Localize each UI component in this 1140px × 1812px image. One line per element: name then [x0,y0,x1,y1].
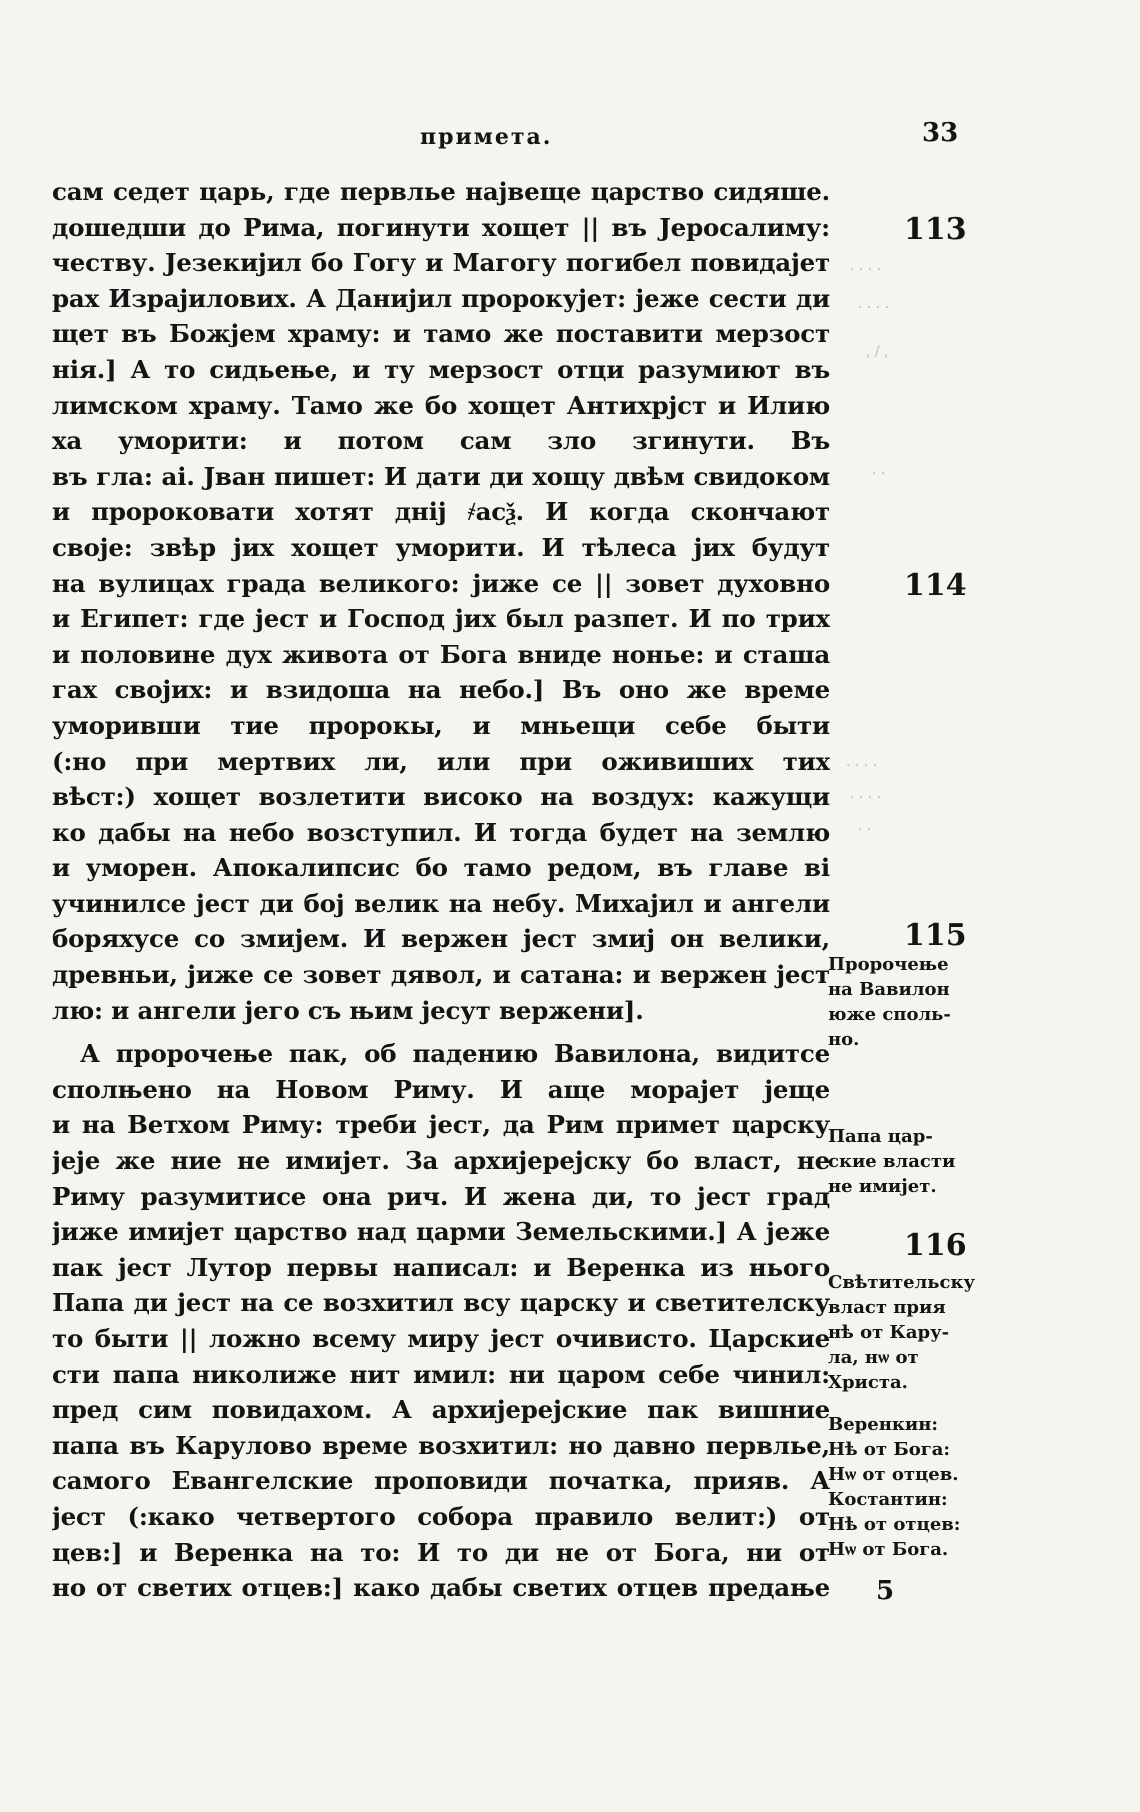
text-line: самого Евангелские проповиди початка, прияв. А [52,1466,830,1496]
section-number-116: 116 [904,1228,967,1263]
sidenote-line: Папа цар- [828,1126,933,1147]
page-number: 33 [922,118,959,148]
section-number-114: 114 [904,568,967,603]
sidenote-line: Нѣ от Бога: [828,1439,951,1460]
sidenote-line: Веренкин: [828,1414,939,1435]
ink-bleed-mark: · · [858,822,872,838]
section-number-115: 115 [904,918,967,953]
sidenote-line: Нѣ от отцев: [828,1514,961,1535]
ink-bleed-mark: · · · · [858,300,890,316]
main-text-column [52,174,830,1606]
sidenote-line: Нѡ от отцев. [828,1464,959,1485]
text-line: дошедши до Рима, погинути хощет || въ Јеросалиму: [52,212,830,242]
sidenote-line: но. [828,1029,860,1050]
text-line: учинилсе јест ди бој велик на небу. Михаjил и ангели [52,888,830,918]
text-line: папа въ Карулово време возхитил: но давно первлье, [52,1430,830,1460]
sidenote-line: Нѡ от Бога. [828,1539,949,1560]
text-line: и уморен. Апокалипсис бо тамо редом, въ главе ві [52,853,830,883]
text-line: то быти || ложно всему миру јест очивисто. Царские [52,1324,830,1353]
text-line: и половине дух живота от Бога вниде нонье: и сташа [52,639,830,669]
text-line: сам седет царь, где первлье највеще царство сидяше. [52,177,830,206]
text-line: и на Ветхом Риму: треби јест, да Рим примет царску [52,1110,830,1140]
text-line: цев:] и Веренка на то: И то ди не от Бога, ни от [52,1537,830,1567]
ink-bleed-mark: · · · · [846,758,878,774]
text-line: но от светих отцев:] како дабы светих отцев предање [52,1573,830,1603]
text-line: своје: звѣр јих хощет уморити. И тѣлеса јих будут [52,532,830,562]
signature-mark: 5 [876,1576,895,1606]
text-line: на вулицах града великого: јиже се || зовет духовно [52,568,830,598]
text-line: уморивши тие пророкы, и мньещи себе быти [52,710,830,740]
paragraph-start-line: А пророчење пак, об падению Вавилона, видитсе [80,1039,830,1069]
text-line: јеје же ние не имијет. За архијерејску бо власт, не [52,1146,830,1176]
text-line: Папа ди јест на се возхитил всу царску и светителску [52,1288,830,1318]
text-line: јест (:како четвертого собора правило велит:) от [52,1501,830,1531]
ink-bleed-mark: · · [872,466,886,482]
ink-bleed-mark: · · · · [850,262,882,278]
text-line: вѣст:) хощет возлетити високо на воздух: кажущи [52,782,830,812]
text-line: (:но при мертвих ли, или при оживиших тих [52,746,830,776]
running-header: примета. [420,124,553,150]
text-line: сполњено на Новом Риму. И аще морајет јеще [52,1074,830,1104]
text-line: лю: и ангели јего съ њим јесут вержени]. [52,995,644,1025]
text-line: ко дабы на небо возступил. И тогда будет на землю [52,817,830,847]
sidenote-line: Свѣтительску [828,1272,975,1293]
text-line: гах својих: и взидоша на небо.] Въ оно же време [52,675,830,705]
sidenote-pope-powers [828,1124,956,1199]
text-line: честву. Језекијил бо Гогу и Магогу погибел повидајет [52,248,830,278]
text-line: и пророковати хотят днij ҂асѯ. И когда скончают [52,497,830,527]
sidenote-line: не имијет. [828,1176,937,1197]
text-line: въ гла: аі. Јван пишет: И дати ди хощу двѣм свидоком [52,461,830,491]
text-line: сти папа николиже нит имил: ни царом себе чинил: [52,1359,830,1389]
text-line: пак јест Лутор первы написал: и Веренка из нього [52,1252,830,1282]
sidenote-line: Христа. [828,1372,908,1393]
sidenote-line: юже споль- [828,1004,951,1025]
sidenote-verenka-konstantin [828,1412,961,1562]
text-line: пред сим повидахом. А архиjерејские пак вишние [52,1395,830,1425]
sidenote-line: нѣ от Кару- [828,1322,950,1343]
text-line: јиже имиjет царство над царми Земельскими.] А јеже [52,1217,830,1247]
text-line: ха уморити: и потом сам зло згинути. Въ [52,426,830,456]
sidenote-line: Костантин: [828,1489,948,1510]
sidenote-prophecy-babylon [828,952,956,1052]
sidenote-line: Пророчење [828,954,949,975]
sidenote-episcopal-power [828,1270,975,1395]
text-line: боряхусе со змијем. И вержен јест змиј он велики, [52,924,830,954]
sidenote-line: ла, нѡ от [828,1347,919,1368]
sidenote-line: власт прия [828,1297,946,1318]
text-line: лимском храму. Тамо же бо хощет Антихрјст и Илию [52,390,830,420]
text-line: рах Израјилових. А Данијил пророкујет: јеже сести ди [52,283,830,313]
sidenote-line: на Вавилон [828,979,950,1000]
text-line: Риму разумитисе она рич. И жена ди, то јест град [52,1181,830,1211]
ink-bleed-mark: · · · · [850,790,882,806]
text-line: древньи, јиже се зовет дявол, и сатана: и вержен јест [52,960,830,990]
text-line: щет въ Божјем храму: и тамо же поставити мерзост [52,319,830,349]
ink-bleed-mark: , / , [866,344,889,360]
text-line: нія.] А то сидьење, и ту мерзост отци разумиют въ [52,354,830,384]
section-number-113: 113 [904,212,967,247]
text-line: и Египет: где јест и Господ јих был разпет. И по трих [52,604,830,634]
sidenote-line: ские власти [828,1151,956,1172]
